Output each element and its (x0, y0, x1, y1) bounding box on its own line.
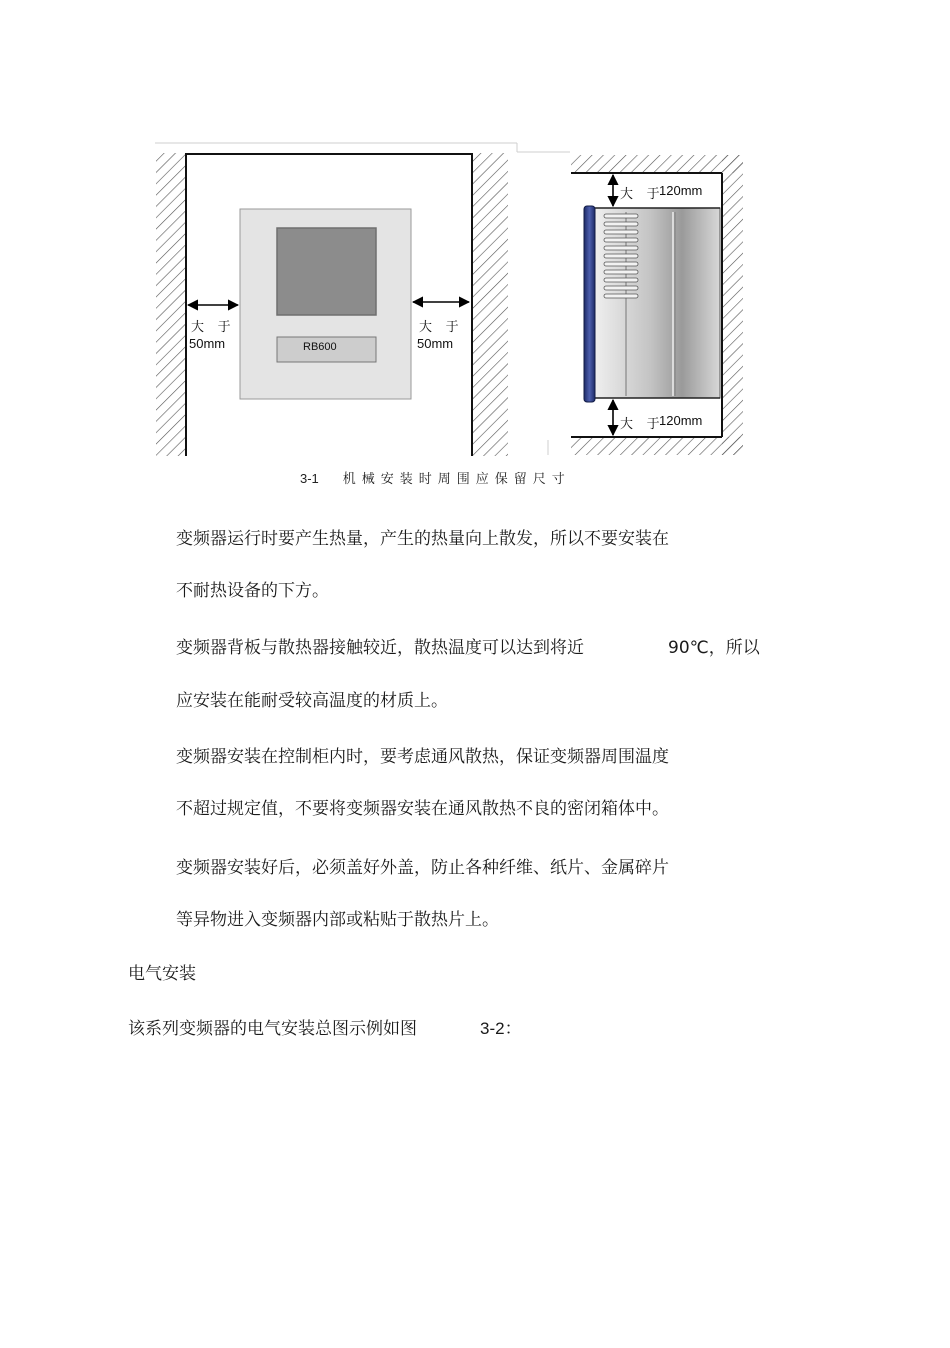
vent-slot (604, 222, 638, 226)
top-gap-value-label: 120mm (659, 183, 703, 198)
paragraph-cabinet-line2: 不超过规定值，不要将变频器安装在通风散热不良的密闭箱体中。 (176, 799, 669, 819)
paragraph-heat-line1: 变频器运行时要产生热量，产生的热量向上散发，所以不要安装在 (176, 529, 669, 549)
vent-slot (604, 294, 638, 298)
vent-slot (604, 214, 638, 218)
paragraph-cover-line2: 等异物进入变频器内部或粘贴于散热片上。 (176, 910, 499, 930)
top-wall (571, 155, 743, 173)
device-model-label: RB600 (303, 341, 337, 353)
vent-slot (604, 238, 638, 242)
paragraph-backplate-line2: 应安装在能耐受较高温度的材质上。 (176, 691, 448, 711)
section-heading: 电气安装 (128, 964, 196, 984)
right-wall (472, 153, 508, 456)
vent-slot (604, 278, 638, 282)
figure-caption-text: 机械安装时周围应保留尺寸 (342, 472, 571, 487)
paragraph-heat-line2: 不耐热设备的下方。 (176, 581, 329, 601)
paragraph-cabinet-line1: 变频器安装在控制柜内时，要考虑通风散热，保证变频器周围温度 (176, 747, 669, 767)
top-gap-cn-label: 大 于 (620, 186, 665, 201)
left-gap-cn-label: 大 于 (191, 319, 236, 334)
display-window (277, 228, 376, 315)
section-intro-figure-ref: 3-2： (480, 1019, 522, 1038)
bottom-gap-cn-label: 大 于 (620, 416, 665, 431)
vent-slot (604, 254, 638, 258)
left-gap-value-label: 50mm (189, 336, 226, 351)
right-gap-cn-label: 大 于 (419, 319, 464, 334)
figure-caption (300, 468, 571, 487)
bottom-wall (571, 437, 743, 455)
vent-slot (604, 262, 638, 266)
installation-clearance-figure (0, 0, 950, 500)
section-intro: 该系列变频器的电气安装总图示例如图 (128, 1019, 417, 1039)
vent-slot (604, 246, 638, 250)
vent-slot (604, 286, 638, 290)
left-wall (156, 153, 186, 456)
vent-slot (604, 270, 638, 274)
paragraph-backplate-temp: 90℃，所以 (668, 638, 760, 658)
paragraph-cover-line1: 变频器安装好后，必须盖好外盖，防止各种纤维、纸片、金属碎片 (176, 858, 669, 878)
front-cover (584, 206, 595, 402)
right-gap-value-label: 50mm (417, 336, 454, 351)
back-wall (722, 155, 743, 455)
paragraph-backplate-line1: 变频器背板与散热器接触较近，散热温度可以达到将近 (176, 638, 584, 658)
bottom-gap-value-label: 120mm (659, 413, 703, 428)
front-view (155, 143, 570, 456)
figure-caption-number: 3-1 (300, 471, 319, 486)
vent-slot (604, 230, 638, 234)
drive-side-body (593, 208, 720, 398)
